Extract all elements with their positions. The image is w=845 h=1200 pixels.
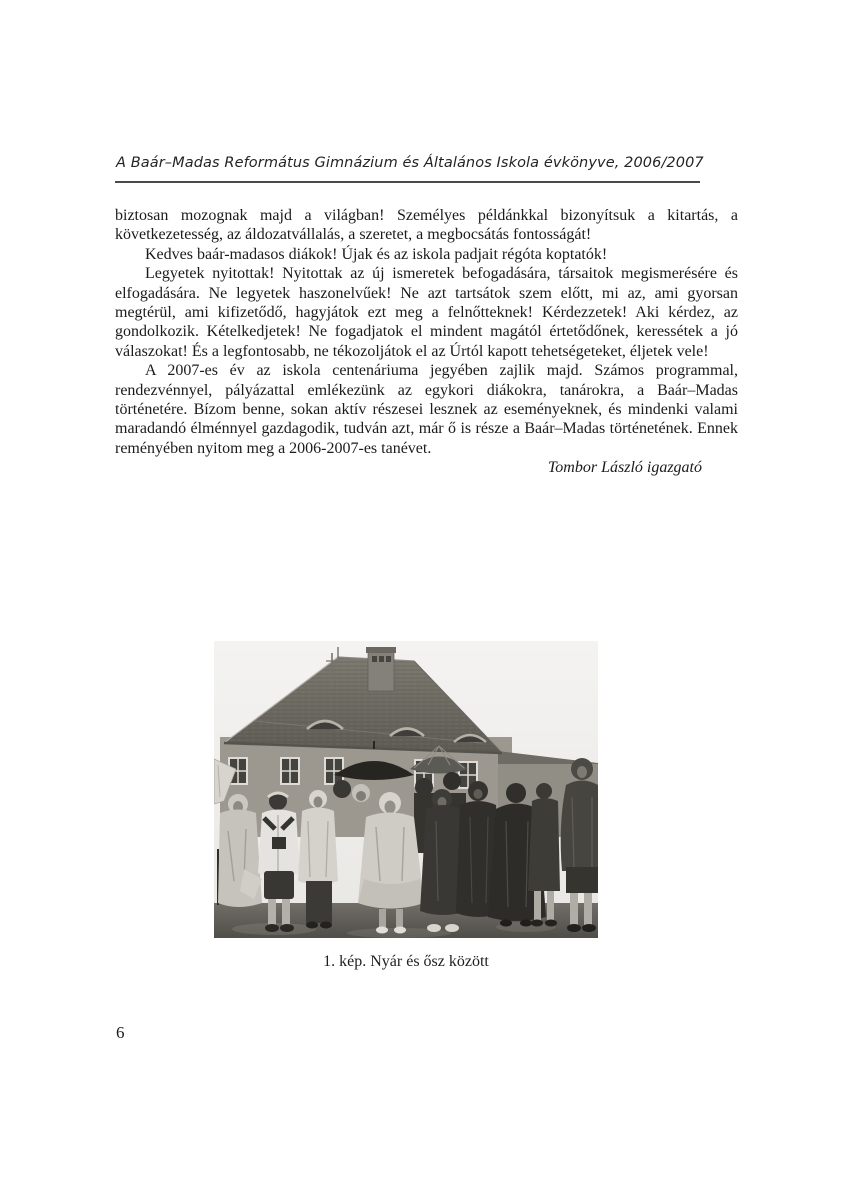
paragraph: Kedves baár-madasos diákok! Újak és az iskola padjait régóta koptatók! — [145, 245, 608, 263]
figure-caption: 1. kép. Nyár és ősz között — [323, 953, 489, 970]
group-photo — [214, 641, 598, 938]
photo-chimney — [366, 647, 396, 691]
page-number: 6 — [116, 1023, 125, 1042]
header-rule — [115, 181, 700, 183]
body-text — [115, 206, 738, 478]
paragraph: Legyetek nyitottak! Nyitottak az új ismeretek befogadására, társaitok megismerésére és elfogadására. Ne legyetek haszonelvűek! Ne azt tartsátok szem előtt, mi az, ami gyorsan megtérül, ami kifizetődő, hagyjátok ezt meg a felnőtteknek! Kérdezzetek! Aki kérdez, az gondolkozik. Kételkedjetek! Ne fogadjatok el mindent magától értetődőnek, keressétek a jó válaszokat! És a legfontosabb, ne tékozoljátok el az Úrtól kapott tehetségeteket, éljetek vele! — [115, 265, 738, 360]
signature: Tombor László igazgató — [547, 459, 702, 477]
paragraph: A 2007-es év az iskola centenáriuma jegyében zajlik majd. Számos programmal, rendezvénnyel, pályázattal emlékezünk az egykori diákokra, tanárokra, a Baár–Madas történetére. Bízom benne, sokan aktív részesei lesznek az eseményeknek, és mindenki valami maradandó élménnyel gazdagodik, tudván azt, már ő is része a Baár–Madas történetének. Ennek reményében nyitom meg a 2006-2007-es tanévet. — [115, 362, 738, 457]
running-header: A Baár–Madas Református Gimnázium és Általános Iskola évkönyve, 2006/2007 — [116, 155, 704, 171]
paragraph: biztosan mozognak majd a világban! Személyes példánkkal bizonyítsuk a kitartás, a következetesség, az áldozatvállalás, a szeretet, a megbocsátás fontosságát! — [115, 207, 738, 244]
figure — [214, 641, 598, 971]
